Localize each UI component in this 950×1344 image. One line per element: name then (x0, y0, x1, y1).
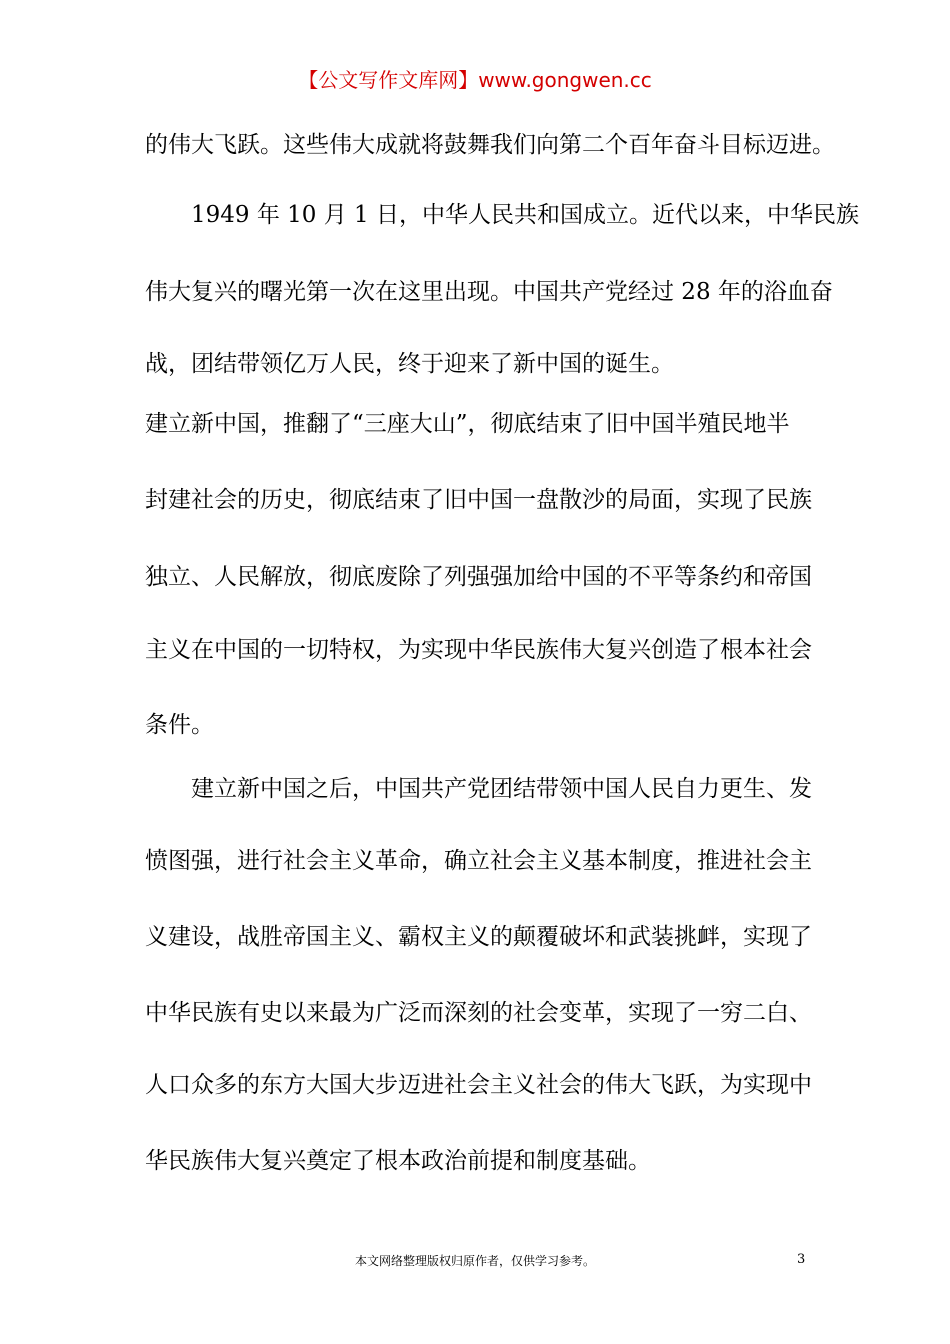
text-line: 主义在中国的一切特权，为实现中华民族伟大复兴创造了根本社会 (145, 637, 812, 663)
footer-note: 本文网络整理版权归原作者，仅供学习参考。 (354, 1254, 595, 1268)
text-line: 伟大复兴的曙光第一次在这里出现。中国共产党经过 28 年的浴血奋 (145, 279, 833, 305)
text-line: 1949 年 10 月 1 日，中华人民共和国成立。近代以来，中华民族 (191, 202, 859, 228)
text-line: 条件。 (145, 712, 214, 738)
text-line: 愤图强，进行社会主义革命，确立社会主义基本制度，推进社会主 (145, 848, 812, 874)
text-line: 的伟大飞跃。这些伟大成就将鼓舞我们向第二个百年奋斗目标迈进。 (145, 132, 835, 158)
text-line: 建立新中国之后，中国共产党团结带领中国人民自力更生、发 (191, 776, 812, 802)
text-line: 建立新中国，推翻了“三座大山”，彻底结束了旧中国半殖民地半 (145, 411, 790, 437)
text-line: 独立、人民解放，彻底废除了列强强加给中国的不平等条约和帝国 (145, 564, 812, 590)
text-line: 人口众多的东方大国大步迈进社会主义社会的伟大飞跃，为实现中 (145, 1072, 812, 1098)
site-header: 【公文写作文库网】www.gongwen.cc (298, 68, 652, 92)
page-number: 3 (797, 1252, 806, 1267)
text-line: 中华民族有史以来最为广泛而深刻的社会变革，实现了一穷二白、 (145, 1000, 812, 1026)
text-line: 封建社会的历史，彻底结束了旧中国一盘散沙的局面，实现了民族 (145, 487, 812, 513)
text-line: 义建设，战胜帝国主义、霸权主义的颠覆破坏和武装挑衅，实现了 (145, 924, 812, 950)
text-line: 华民族伟大复兴奠定了根本政治前提和制度基础。 (145, 1148, 651, 1174)
text-line: 战，团结带领亿万人民，终于迎来了新中国的诞生。 (145, 351, 674, 377)
